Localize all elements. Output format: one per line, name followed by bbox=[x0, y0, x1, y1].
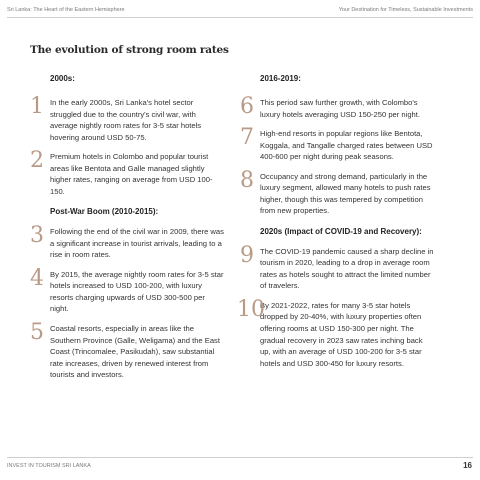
entry-number: 8 bbox=[240, 167, 254, 193]
timeline-entry-7 bbox=[240, 125, 435, 163]
entry-number: 3 bbox=[30, 223, 44, 249]
header-left-text: Sri Lanka: The Heart of the Eastern Hemisphere bbox=[7, 7, 125, 13]
entry-text: In the early 2000s, Sri Lanka's hotel sector struggled due to the country's civil war, with average nightly room rates for 3-5 star hotels hovering around USD 50-75. bbox=[50, 98, 202, 142]
entry-text: The COVID-19 pandemic caused a sharp decline in tourism in 2020, leading to a drop in average room rates as hotels sought to attract the limited number of travelers. bbox=[260, 246, 434, 291]
entry-text: Premium hotels in Colombo and popular tourist areas like Bentota and Galle managed slightly higher rates, ranging on average from USD 100-150. bbox=[50, 152, 213, 196]
footer-divider bbox=[7, 457, 473, 458]
section-heading-2000s: 2000s: bbox=[50, 74, 75, 83]
timeline-entry-6 bbox=[240, 94, 435, 120]
timeline-entry-10 bbox=[237, 296, 435, 369]
entry-text: Occupancy and strong demand, particularly in the luxury segment, allowed many hotels to push rates higher, though this was tempered by competition from new properties. bbox=[260, 171, 431, 216]
timeline-entry-3 bbox=[30, 223, 225, 261]
footer-publication-name: INVEST IN TOURISM SRI LANKA bbox=[7, 463, 91, 469]
left-column bbox=[30, 74, 225, 381]
entry-text: High-end resorts in popular regions like Bentota, Koggala, and Tangalle charged rates between USD 400-600 per night during peak seasons. bbox=[260, 129, 433, 162]
section-heading-postwar: Post-War Boom (2010-2015): bbox=[50, 207, 159, 217]
entry-number: 6 bbox=[240, 94, 254, 119]
entry-number: 5 bbox=[30, 319, 44, 345]
entry-number: 1 bbox=[30, 94, 44, 119]
right-column bbox=[237, 74, 435, 369]
timeline-entry-1 bbox=[30, 94, 225, 143]
page-number: 16 bbox=[463, 461, 472, 470]
entry-number: 7 bbox=[240, 125, 254, 151]
header-divider bbox=[7, 17, 473, 18]
timeline-entry-9 bbox=[240, 242, 435, 292]
timeline-entry-5 bbox=[30, 319, 225, 381]
entry-text: Following the end of the civil war in 2009, there was a significant increase in tourist arrivals, leading to a rise in room rates. bbox=[50, 227, 224, 260]
page-title: The evolution of strong room rates bbox=[30, 44, 229, 56]
timeline-entry-8 bbox=[240, 167, 435, 217]
header-right-text: Your Destination for Timeless, Sustainable Investments bbox=[338, 7, 473, 13]
entry-number: 4 bbox=[30, 265, 44, 291]
section-heading-2020s: 2020s (Impact of COVID-19 and Recovery): bbox=[260, 226, 422, 236]
entry-number: 2 bbox=[30, 148, 44, 174]
timeline-entry-4 bbox=[30, 265, 225, 315]
entry-number: 10 bbox=[237, 296, 265, 322]
timeline-entry-2 bbox=[30, 148, 225, 197]
section-heading-2016-2019: 2016-2019: bbox=[260, 74, 301, 83]
page-header bbox=[7, 7, 473, 13]
entry-text: By 2015, the average nightly room rates for 3-5 star hotels increased to USD 100-200, with luxury resorts charging upwards of USD 300-500 per night. bbox=[50, 269, 224, 314]
entry-number: 9 bbox=[240, 242, 254, 268]
entry-text: This period saw further growth, with Colombo's luxury hotels averaging USD 150-250 per night. bbox=[260, 98, 420, 119]
entry-text: Coastal resorts, especially in areas like the Southern Province (Galle, Weligama) and the East Coast (Trincomalee, Pasikudah), saw substantial rate increases, driven by renewed interest from tourists and investors. bbox=[50, 323, 220, 380]
entry-text: By 2021-2022, rates for many 3-5 star hotels dropped by 20-40%, with luxury properties often offering rooms at USD 150-300 per night. The gradual recovery in 2023 saw rates inching back up, with an average of USD 100-200 for 3-5 star hotels and USD 300-450 for luxury resorts. bbox=[260, 300, 423, 368]
